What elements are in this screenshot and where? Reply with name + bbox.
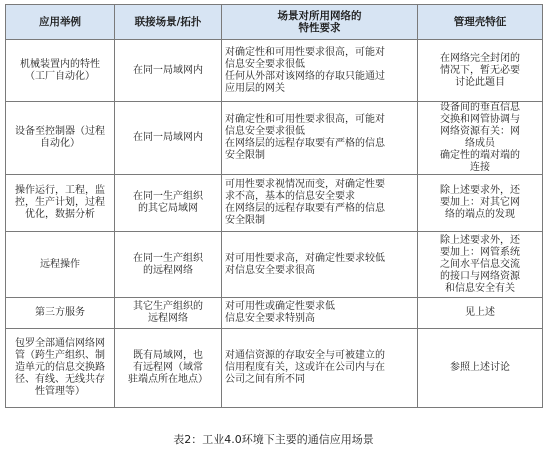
cell-line: 信息安全要求特别高 bbox=[225, 313, 315, 324]
cell-line: 的远程网络 bbox=[143, 264, 193, 276]
communication-scenarios-table bbox=[5, 4, 543, 408]
cell-line: 应用层的网关 bbox=[225, 82, 285, 94]
cell-line: 安全限制 bbox=[225, 215, 265, 226]
cell-line: 公司之间有所不同 bbox=[225, 374, 305, 385]
cell-line: 参照上述讨论 bbox=[450, 362, 510, 373]
cell-line: 求不高，基本的信息安全要求 bbox=[225, 191, 355, 202]
application-example-cell bbox=[6, 329, 115, 408]
application-example-cell bbox=[6, 102, 115, 175]
connection-scenario-cell bbox=[115, 329, 222, 408]
cell-line: 除上述要求外，还 bbox=[440, 185, 520, 196]
admin-shell-cell bbox=[418, 329, 543, 408]
cell-line: 自动化） bbox=[40, 138, 80, 149]
application-example-cell bbox=[6, 175, 115, 232]
cell-line: 远程操作 bbox=[40, 258, 80, 270]
table-row bbox=[6, 102, 543, 175]
header-network-requirements bbox=[222, 5, 418, 40]
connection-scenario-cell bbox=[115, 232, 222, 298]
cell-line: 包罗全部通信网络网 bbox=[15, 338, 105, 349]
cell-line: 络的端点的发现 bbox=[445, 209, 515, 220]
connection-scenario-cell bbox=[115, 40, 222, 102]
cell-line: 远程网络 bbox=[148, 313, 188, 324]
cell-line: 其它生产组织的 bbox=[133, 301, 203, 312]
connection-scenario-cell bbox=[115, 298, 222, 329]
cell-line: 在同一生产组织 bbox=[133, 252, 203, 264]
cell-line: 对确定性和可用性要求很高，可能对 bbox=[225, 114, 385, 125]
cell-line: 造单元的信息交换路 bbox=[15, 362, 105, 373]
table-caption: 表2：工业4.0环境下主要的通信应用场景 bbox=[173, 433, 374, 446]
admin-shell-cell bbox=[418, 40, 543, 102]
cell-line: 操作运行，工程，监 bbox=[15, 185, 105, 196]
cell-line: 对确定性和可用性要求很高，可能对 bbox=[225, 46, 385, 58]
cell-line: 优化，数据分析 bbox=[25, 209, 95, 220]
network-requirements-cell bbox=[222, 329, 418, 408]
connection-scenario-cell bbox=[115, 175, 222, 232]
table-row bbox=[6, 40, 543, 102]
cell-line: 除上述要求外，还 bbox=[440, 234, 520, 246]
cell-line: 确定性的端对端的 bbox=[440, 150, 520, 161]
table-row bbox=[6, 175, 543, 232]
cell-line: 在同一局域网内 bbox=[133, 132, 203, 143]
cell-line: 连接 bbox=[470, 162, 490, 173]
cell-line: 既有局域网，也 bbox=[133, 350, 203, 361]
cell-line: 安全限制 bbox=[225, 150, 265, 161]
cell-line: 信息安全要求很低 bbox=[225, 58, 305, 70]
cell-line: 可用性要求视情况而变，对确定性要 bbox=[225, 179, 385, 190]
cell-line: 信息安全要求很低 bbox=[225, 126, 305, 137]
network-requirements-cell bbox=[222, 102, 418, 175]
cell-line: 在同一局域网内 bbox=[133, 64, 203, 76]
cell-line: 要加上：网管系统 bbox=[440, 246, 520, 258]
admin-shell-cell bbox=[418, 298, 543, 329]
cell-line: 设备至控制器（过程 bbox=[15, 126, 105, 137]
header-application-example: 应用举例 bbox=[6, 5, 115, 40]
cell-line: 信用程度有关，这或许在公司内与在 bbox=[225, 362, 385, 373]
cell-line: 交换和网管协调与 bbox=[440, 114, 520, 125]
header-network-requirements-line: 特性要求 bbox=[298, 22, 341, 34]
cell-line: 任何从外部对该网络的存取只能通过 bbox=[225, 70, 385, 82]
cell-line: 在网络层的远程存取要有严格的信息 bbox=[225, 203, 385, 214]
network-requirements-cell bbox=[222, 232, 418, 298]
cell-line: 第三方服务 bbox=[35, 307, 85, 318]
cell-line: 的接口与网络资源 bbox=[440, 270, 520, 282]
cell-line: 之间水平信息交流 bbox=[440, 258, 520, 270]
header-network-requirements-line: 场景对所用网络的 bbox=[277, 10, 362, 22]
admin-shell-cell bbox=[418, 102, 543, 175]
application-example-cell bbox=[6, 298, 115, 329]
cell-line: 在同一生产组织 bbox=[133, 191, 203, 202]
cell-line: 管（跨生产组织、制 bbox=[15, 350, 105, 361]
cell-line: 讨论此题目 bbox=[455, 76, 505, 88]
cell-line: 径、有线、无线共存 bbox=[15, 374, 105, 385]
cell-line: 见上述 bbox=[465, 307, 495, 318]
cell-line: 机械装置内的特性 bbox=[20, 58, 100, 70]
application-example-cell bbox=[6, 40, 115, 102]
table-row bbox=[6, 298, 543, 329]
cell-line: 要加上：对其它网 bbox=[440, 197, 520, 208]
table-header-row bbox=[6, 5, 543, 40]
cell-line: 在网络完全封闭的 bbox=[440, 52, 520, 64]
cell-line: 对通信资源的存取安全与可被建立的 bbox=[225, 350, 385, 361]
cell-line: 驻端点所在地点） bbox=[128, 374, 208, 385]
cell-line: 网络资源有关：网 bbox=[440, 126, 520, 137]
cell-line: 对可用性要求高，对确定性要求较低 bbox=[225, 252, 385, 264]
cell-line: 络成员 bbox=[465, 138, 495, 149]
network-requirements-cell bbox=[222, 175, 418, 232]
cell-line: 控，生产计划，过程 bbox=[15, 197, 105, 208]
application-example-cell bbox=[6, 232, 115, 298]
header-admin-shell-features: 管理壳特征 bbox=[418, 5, 543, 40]
admin-shell-cell bbox=[418, 232, 543, 298]
admin-shell-cell bbox=[418, 175, 543, 232]
network-requirements-cell bbox=[222, 40, 418, 102]
cell-line: 有远程网（域常 bbox=[133, 362, 203, 373]
cell-line: 对信息安全要求很高 bbox=[225, 264, 315, 276]
cell-line: 设备间的垂直信息 bbox=[440, 102, 520, 113]
cell-line: 和信息安全有关 bbox=[445, 282, 515, 294]
table-row bbox=[6, 232, 543, 298]
cell-line: 对可用性或确定性要求低 bbox=[225, 301, 335, 312]
cell-line: （工厂自动化） bbox=[25, 70, 95, 82]
cell-line: 情况下，暂无必要 bbox=[440, 64, 520, 76]
cell-line: 性管理等） bbox=[35, 386, 85, 397]
network-requirements-cell bbox=[222, 298, 418, 329]
cell-line: 的其它局域网 bbox=[138, 203, 198, 214]
table-row bbox=[6, 329, 543, 408]
cell-line: 在网络层的远程存取要有严格的信息 bbox=[225, 138, 385, 149]
header-connection-scenario: 联接场景/拓扑 bbox=[115, 5, 222, 40]
connection-scenario-cell bbox=[115, 102, 222, 175]
